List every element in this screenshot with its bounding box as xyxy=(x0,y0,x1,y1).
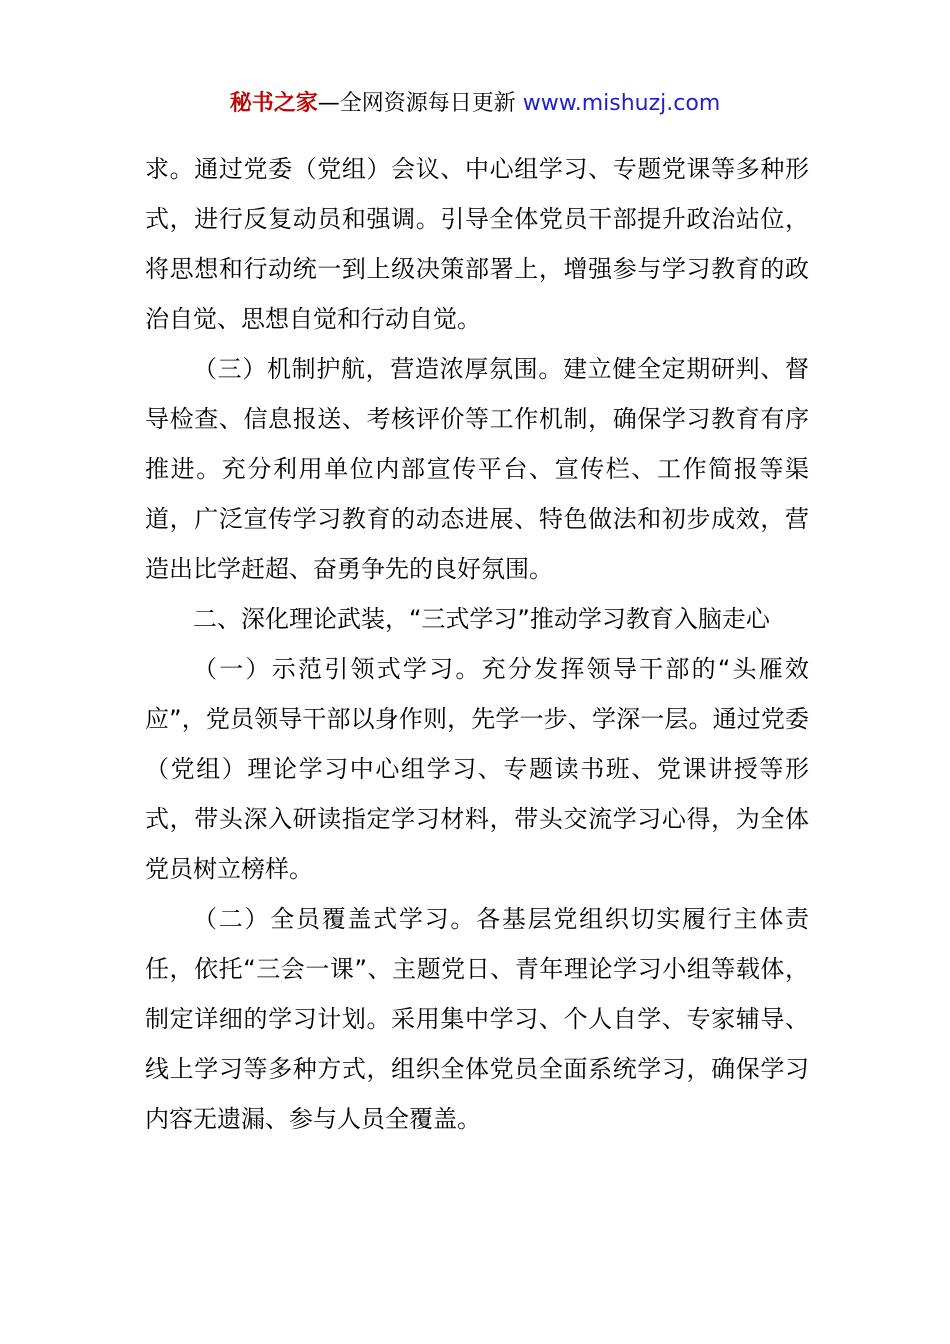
site-header xyxy=(0,88,950,120)
header-url-link[interactable]: www.mishuzj.com xyxy=(522,91,721,116)
paragraph-demonstration-study: （一）示范引领式学习。充分发挥领导干部的“头雁效应”，党员领导干部以身作则，先学一步、学深一层。通过党委（党组）理论学习中心组学习、专题读书班、党课讲授等形式，带头深入研读指定学习材料，带头交流学习心得，为全体党员树立榜样。 xyxy=(145,655,809,883)
header-tagline: —全网资源每日更新 xyxy=(317,91,523,116)
section-heading-2: 二、深化理论武装，“三式学习”推动学习教育入脑走心 xyxy=(193,605,770,633)
document-body xyxy=(145,144,809,1144)
paragraph-mechanism: （三）机制护航，营造浓厚氛围。建立健全定期研判、督导检查、信息报送、考核评价等工作机制，确保学习教育有序推进。充分利用单位内部宣传平台、宣传栏、工作简报等渠道，广泛宣传学习教育的动态进展、特色做法和初步成效，营造出比学赶超、奋勇争先的良好氛围。 xyxy=(145,355,809,583)
header-brand: 秘书之家 xyxy=(229,91,318,116)
paragraph-continuation: 求。通过党委（党组）会议、中心组学习、专题党课等多种形式，进行反复动员和强调。引导全体党员干部提升政治站位，将思想和行动统一到上级决策部署上，增强参与学习教育的政治自觉、思想自觉和行动自觉。 xyxy=(145,155,809,333)
paragraph-full-coverage-study: （二）全员覆盖式学习。各基层党组织切实履行主体责任，依托“三会一课”、主题党日、青年理论学习小组等载体，制定详细的学习计划。采用集中学习、个人自学、专家辅导、线上学习等多种方式，组织全体党员全面系统学习，确保学习内容无遗漏、参与人员全覆盖。 xyxy=(145,905,809,1133)
